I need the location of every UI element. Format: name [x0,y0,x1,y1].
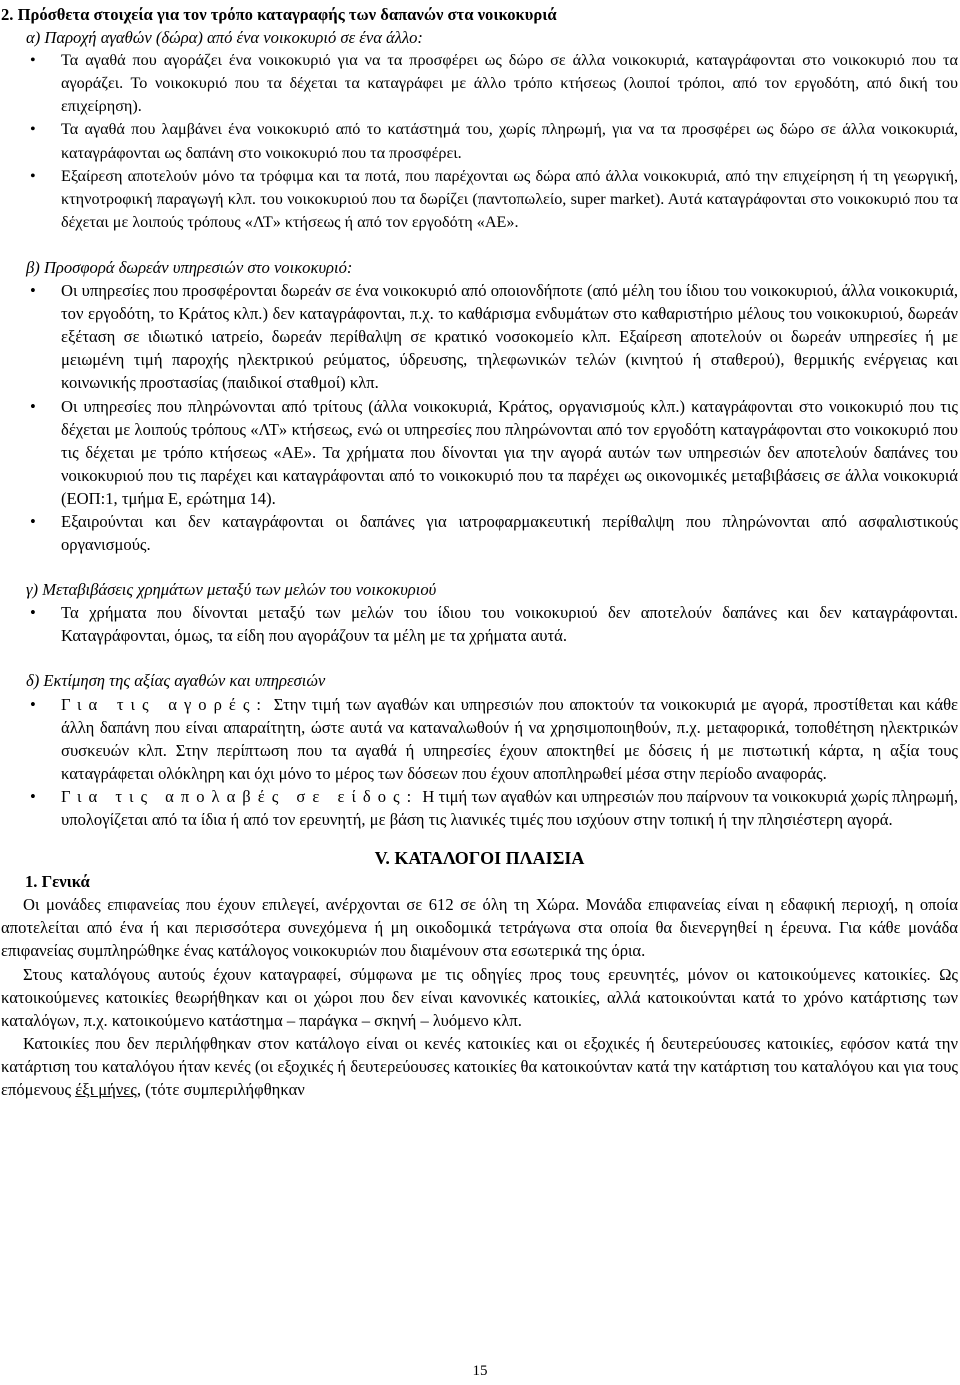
paragraph: Στους καταλόγους αυτούς έχουν καταγραφεί, σύμφωνα με τις οδηγίες προς τους ερευνητές, μόνον οι κατοικούμενες κατοικίες. Ως κατοικούμενες κατοικίες θεωρήθηκαν και οι χώροι που δεν είναι κανονικές κατοικίες, αλλά κατοικούνται κατά το χρόνο κατάρτισης των καταλόγων, π.χ. κατοικούμενο κατάστημα – παράγκα – σκηνή – λυόμενο κλπ. [1,964,958,1030]
item-label: Για τις απολαβές σε είδος: [61,786,419,806]
bullet-icon: • [30,786,36,806]
list-item: • Τα χρήματα που δίνονται μεταξύ των μελών του ίδιου του νοικοκυριού δεν αποτελούν δαπάνες και δεν καταγράφονται. Καταγράφονται, όμως, τα είδη που αγοράζουν τα μέλη με τα χρήματα αυτά. [30,603,958,646]
subsection-d-list [1,693,958,832]
subsection-c-list [1,601,958,647]
subsection-a-list [1,49,958,234]
list-item: • Εξαιρούνται και δεν καταγράφονται οι δαπάνες για ιατροφαρμακευτική περίθαλψη που πληρώνονται από ασφαλιστικούς οργανισμούς. [30,511,958,555]
subsection-b-list [1,279,958,556]
section-heading: 2. Πρόσθετα στοιχεία για τον τρόπο καταγραφής των δαπανών στα νοικοκυριά [1,5,557,24]
list-item: • Οι υπηρεσίες που πληρώνονται από τρίτους (άλλα νοικοκυριά, Κράτος, οργανισμούς κλπ.) καταγράφονται στο νοικοκυριό που τις δέχεται με λοιπούς τρόπους «ΛΤ» κτήσεως, ενώ οι υπηρεσίες που πληρώνονται από τον εργοδότη καταγράφονται στο νοικοκυριό που τις δέχεται με τρόπο κτήσεως «ΑΕ». Τα χρήματα που δίνονται για την αγορά αυτών των υπηρεσιών δεν αποτελούν δαπάνες του νοικοκυριού που τις παρέχει και καταγράφονται από το νοικοκυριό που τα παρέχει ως οικονομικές μεταβιβάσεις σε άλλα νοικοκυριά (ΕΟΠ:1, τμήμα Ε, ερώτημα 14). [30,396,958,508]
page-number: 15 [472,1362,488,1379]
bullet-icon: • [30,120,36,139]
paragraph: Κατοικίες που δεν περιλήφθηκαν στον κατάλογο είναι οι κενές κατοικίες και οι εξοχικές ή δευτερεύουσες κατοικίες, εφόσον κατά την κατάρτιση του καταλόγου ήταν κενές (οι εξοχικές ή δευτερεύουσες κατοικίες θα κατοικούνταν κατά την κατάρτιση του καταλόγου και για τους επόμενους έξι μήνες, (τότε συμπεριλήφθηκαν [1,1033,958,1100]
list-item: • Για τις απολαβές σε είδος: Η τιμή των αγαθών και υπηρεσιών που παίρνουν τα νοικοκυριά χωρίς πληρωμή, υπολογίζεται από τα ίδια ή από τον ερευνητή, με βάση τις λιανικές τιμές που ισχύουν στην τοπική ή την πλησιέστερη αγορά. [30,786,958,829]
bullet-icon: • [30,166,36,185]
item-label: Για τις αγορές: [61,694,269,714]
subsection-a-title: α) Παροχή αγαθών (δώρα) από ένα νοικοκυριό σε ένα άλλο: [26,28,423,48]
list-item: • Για τις αγορές: Στην τιμή των αγαθών και υπηρεσιών που αποκτούν τα νοικοκυριά με αγορά, προστίθεται και κάθε άλλη δαπάνη που είναι απαραίτητη, ώστε αυτά να καταναλωθούν ή να χρησιμοποιηθούν, π.χ. μεταφορικά, τοποθέτηση ηλεκτρικών συσκευών κλπ. Στην περίπτωση που τα αγαθά ή υπηρεσίες έχουν αποκτηθεί με δόσεις ή με πιστωτική κάρτα, η αξία τους καταγράφεται ολόκληρη και όχι μόνο το μέρος των δόσεων που έχουν αποπληρωθεί μέσα στην περίοδο αναφοράς. [30,694,958,783]
bullet-icon: • [30,51,36,70]
list-item: • Τα αγαθά που λαμβάνει ένα νοικοκυριό από το κατάστημά του, χωρίς πληρωμή, για να τα προσφέρει ως δώρο σε άλλα νοικοκυριά, καταγράφονται ως δαπάνη στο νοικοκυριό που τα προσφέρει. [30,120,958,162]
bullet-icon: • [30,694,36,714]
bullet-icon: • [30,603,36,623]
bullet-icon: • [30,396,36,416]
list-item: • Τα αγαθά που αγοράζει ένα νοικοκυριό για να τα προσφέρει ως δώρο σε άλλα νοικοκυριά, καταγράφονται στο νοικοκυριό που τα αγοράζει. Το νοικοκυριό που τα δέχεται τα καταγράφει με άλλο τρόπο κτήσεως (λοιποί τρόποι, από τον εργοδότη, από δική του επιχείρηση). [30,51,958,116]
general-heading: 1. Γενικά [25,872,90,892]
list-item: • Οι υπηρεσίες που προσφέρονται δωρεάν σε ένα νοικοκυριό από οποιονδήποτε (από μέλη του ίδιου του νοικοκυριού, άλλα νοικοκυριά, τον εργοδότη, το Κράτος κλπ.) δεν καταγράφονται, π.χ. το καθάρισμα ενδυμάτων στο καθαριστήριο μέλους του νοικοκυριού, δωρεάν εξέταση σε ιδιωτικό ιατρείο, δωρεάν περίθαλψη σε κρατικό νοσοκομείο κλπ. Εξαίρεση αποτελούν οι δωρεάν υπηρεσίες ή με μειωμένη τιμή παροχής ηλεκτρικού ρεύματος, ύδρευσης, τηλεφωνικών τελών (κινητού ή σταθερού), θερμικής ενέργειας και κοινωνικής προστασίας (παιδικοί σταθμοί) κλπ. [30,281,958,393]
subsection-c-title: γ) Μεταβιβάσεις χρημάτων μεταξύ των μελών του νοικοκυριού [26,580,437,600]
list-item: • Εξαίρεση αποτελούν μόνο τα τρόφιμα και τα ποτά, που παρέχονται ως δώρα από άλλα νοικοκυριά, από την επιχείρηση ή τη γεωργική, κτηνοτροφική παραγωγή κλπ. του νοικοκυριού που τα δωρίζει (παντοπωλείο, super market). Αυτά καταγράφονται στο νοικοκυριό που τα δέχεται με λοιπούς τρόπους «ΛΤ» κτήσεως ή από τον εργοδότη «ΑΕ». [30,166,958,231]
bullet-icon: • [30,511,36,531]
chapter-title: V. ΚΑΤΑΛΟΓΟΙ ΠΛΑΙΣΙΑ [374,848,585,869]
bullet-icon: • [30,281,36,301]
paragraph: Οι μονάδες επιφανείας που έχουν επιλεγεί, ανέρχονται σε 612 σε όλη τη Χώρα. Μονάδα επιφανείας είναι η εδαφική περιοχή, η οποία αποτελείται από ένα ή και περισσότερα συνεχόμενα ή μη οικοδομικά τετράγωνα στα οποία θα διενεργηθεί η έρευνα. Για κάθε μονάδα επιφανείας συμπληρώθηκε ένας κατάλογος νοικοκυριών που διαμένουν στα εσωτερικά της όρια. [1,895,958,961]
subsection-b-title: β) Προσφορά δωρεάν υπηρεσιών στο νοικοκυριό: [26,257,353,277]
subsection-d-title: δ) Εκτίμηση της αξίας αγαθών και υπηρεσιών [26,671,326,691]
